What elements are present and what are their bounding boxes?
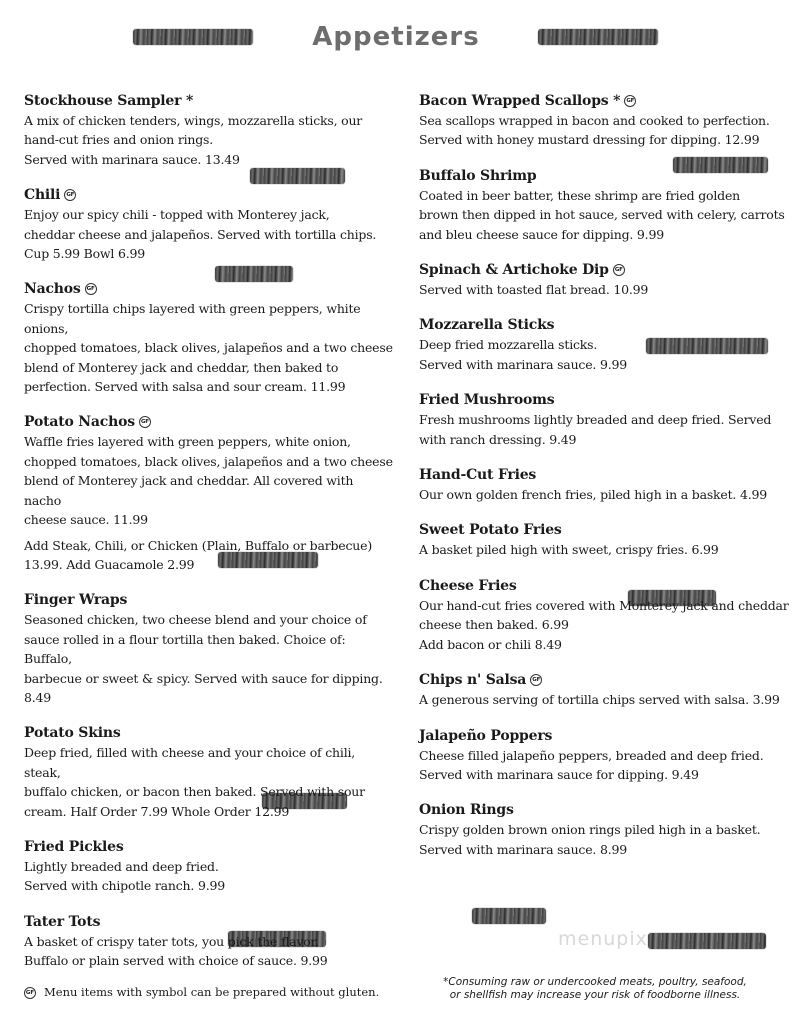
menu-item-description: A mix of chicken tenders, wings, mozzarella sticks, our [24,113,363,128]
menu-item [419,466,789,504]
wood-plank-decoration [538,29,658,45]
wood-plank-decoration [472,908,546,924]
foodborne-warning [420,976,770,1002]
menu-item-description: chopped tomatoes, black olives, jalapeños and a two cheese [24,453,393,469]
menu-item [419,261,789,299]
menu-item-description: chopped tomatoes, black olives, jalapeños and a two cheese [24,340,393,356]
menu-item-description: Served with marinara sauce. 13.49 [24,151,240,167]
menu-item-name [24,591,394,610]
menu-item-name-text: Fried Mushrooms [419,392,555,409]
menu-item [24,92,394,169]
menu-item-description: perfection. Served with salsa and sour cream. 11.99 [24,379,346,395]
menu-item-description: blend of Monterey jack and cheddar, then baked to [24,359,339,375]
menu-item-description: hand-cut fries and onion rings. [24,132,214,148]
menu-item-description: Served with marinara sauce for dipping. 9.49 [419,766,699,782]
menu-item [24,186,394,263]
menu-item-name [419,521,789,540]
menu-item-description: cheese sauce. 11.99 [24,512,148,528]
menu-item-description: Enjoy our spicy chili - topped with Monterey jack, [24,207,330,223]
menu-item [419,577,789,654]
menu-item-name-text: Chili [24,187,61,204]
menu-item-name [419,92,789,111]
menu-item-name-text: Tater Tots [24,913,101,930]
gluten-free-icon: GF [530,674,542,686]
menu-item-description: sauce rolled in a flour tortilla then baked. Choice of: Buffalo, [24,631,346,667]
menu-item-description: Served with marinara sauce. 9.99 [419,356,627,372]
menu-item-description: Deep fried, filled with cheese and your choice of chili, steak, [24,745,356,780]
menu-item [24,838,394,896]
menu-item-name-text: Fried Pickles [24,838,124,855]
menu-item-name [419,727,789,746]
right-menu-column [419,92,789,876]
menu-item-description: Seasoned chicken, two cheese blend and your choice of [24,612,367,628]
menu-item-name [419,261,789,280]
menu-item-description: Cup 5.99 Bowl 6.99 [24,246,146,262]
menu-item [419,92,789,150]
menu-item-description: Cheese filled jalapeño peppers, breaded and deep fried. [419,747,764,763]
menu-item [419,801,789,859]
menu-item-description: blend of Monterey jack and cheddar. All covered with nacho [24,473,354,508]
menu-item [419,167,789,244]
menu-item-name-text: Chips n' Salsa [419,672,527,689]
menu-item [24,591,394,707]
menu-item-description: with ranch dressing. 9.49 [419,431,577,447]
menu-item-description: Served with toasted flat bread. 10.99 [419,282,649,298]
menu-item-description: cheese then baked. 6.99 [419,617,569,633]
menu-item-name-text: Onion Rings [419,802,514,819]
menu-item-name-text: Hand-Cut Fries [419,467,537,484]
menu-item-name [24,724,394,743]
left-menu-column [24,92,394,988]
menu-item-description: brown then dipped in hot sauce, served with celery, carrots [419,207,785,223]
menu-item-description: A basket of crispy tater tots, you pick the flavor. [24,933,319,949]
menu-item-name-text: Sweet Potato Fries [419,522,562,539]
menu-item-description: cream. Half Order 7.99 Whole Order 12.99 [24,803,290,819]
menu-item [419,316,789,374]
menu-item-name [24,92,394,111]
menu-item-description: Buffalo or plain served with choice of sauce. 9.99 [24,953,328,969]
menu-item-description: Deep fried mozzarella sticks. [419,337,598,353]
menu-item-name [24,838,394,857]
menu-item-description: barbecue or sweet & spicy. Served with sauce for dipping. [24,670,383,686]
menu-item [24,913,394,971]
gluten-free-icon: GF [613,264,625,276]
menu-item-name [419,466,789,485]
menu-item [419,727,789,785]
wood-plank-decoration [648,933,766,949]
menu-item-description: 8.49 [24,689,52,705]
menu-item-name-text: Cheese Fries [419,577,517,594]
menu-item-description: A basket piled high with sweet, crispy fries. 6.99 [419,542,719,558]
menu-item-name [24,280,394,299]
menu-item-name-text: Potato Skins [24,725,121,742]
menu-item-name-text: Buffalo Shrimp [419,167,537,184]
warning-line: or shellfish may increase your risk of foodborne illness. [449,989,741,1001]
menu-item [24,413,394,574]
menu-item-name-text: Stockhouse Sampler * [24,93,194,109]
menu-item-description: Sea scallops wrapped in bacon and cooked to perfection. [419,113,770,128]
menu-item-description: Served with honey mustard dressing for dipping. 12.99 [419,132,760,148]
menu-item-description: Crispy golden brown onion rings piled high in a basket. [419,822,761,838]
menu-item-name-text: Nachos [24,281,81,298]
menu-item-name [419,671,789,690]
menu-item-name [419,577,789,596]
menu-item-name-text: Spinach & Artichoke Dip [419,262,609,279]
gluten-free-icon: GF [85,283,97,295]
menu-item-description: Waffle fries layered with green peppers, white onion, [24,434,351,450]
menu-item-description: Coated in beer batter, these shrimp are fried golden [419,187,741,203]
menu-item-description: Fresh mushrooms lightly breaded and deep fried. Served [419,412,772,428]
menu-item-name [419,801,789,820]
gluten-free-note [24,985,379,999]
menu-item [419,671,789,709]
gluten-free-icon: GF [139,416,151,428]
menu-item [24,724,394,821]
menu-item-description: Our hand-cut fries covered with Monterey jack and cheddar [419,597,789,613]
menu-item-name [419,167,789,186]
menu-item-name-text: Mozzarella Sticks [419,317,555,334]
menu-item-description: and bleu cheese sauce for dipping. 9.99 [419,226,664,242]
menu-item-name [24,913,394,932]
menu-item-addon: 13.99. Add Guacamole 2.99 [24,556,195,572]
menu-item-name-text: Jalapeño Poppers [419,727,553,744]
menu-item-name-text: Finger Wraps [24,592,128,609]
menu-item-description: Served with marinara sauce. 8.99 [419,841,627,857]
menu-item-description: buffalo chicken, or bacon then baked. Served with sour [24,784,365,800]
gluten-free-icon: GF [624,95,636,107]
menu-item-name [24,186,394,205]
gluten-free-note-text: Menu items with symbol can be prepared without gluten. [44,985,380,999]
menu-item-description: Crispy tortilla chips layered with green peppers, white onions, [24,301,361,336]
menu-item-description: Add bacon or chili 8.49 [419,636,562,652]
menu-item-description: A generous serving of tortilla chips served with salsa. 3.99 [419,692,780,708]
menu-item-name [24,413,394,432]
menu-item [24,280,394,396]
menu-item-name-text: Potato Nachos [24,414,135,431]
menu-item-description: Lightly breaded and deep fried. [24,858,219,874]
watermark: menupix [558,928,648,950]
menu-item-name [419,316,789,335]
gluten-free-icon: GF [24,987,36,999]
menu-item-name [419,391,789,410]
page-title: Appetizers [312,22,480,52]
menu-item [419,391,789,449]
menu-item [419,521,789,559]
menu-item-addon: Add Steak, Chili, or Chicken (Plain, Buffalo or barbecue) [24,537,372,553]
gluten-free-icon: GF [64,189,76,201]
warning-line: *Consuming raw or undercooked meats, poultry, seafood, [443,976,747,988]
wood-plank-decoration [133,29,253,45]
menu-item-description: cheddar cheese and jalapeños. Served with tortilla chips. [24,226,377,242]
menu-item-name-text: Bacon Wrapped Scallops * [419,93,621,109]
menu-item-description: Served with chipotle ranch. 9.99 [24,878,225,894]
menu-item-description: Our own golden french fries, piled high in a basket. 4.99 [419,487,768,503]
